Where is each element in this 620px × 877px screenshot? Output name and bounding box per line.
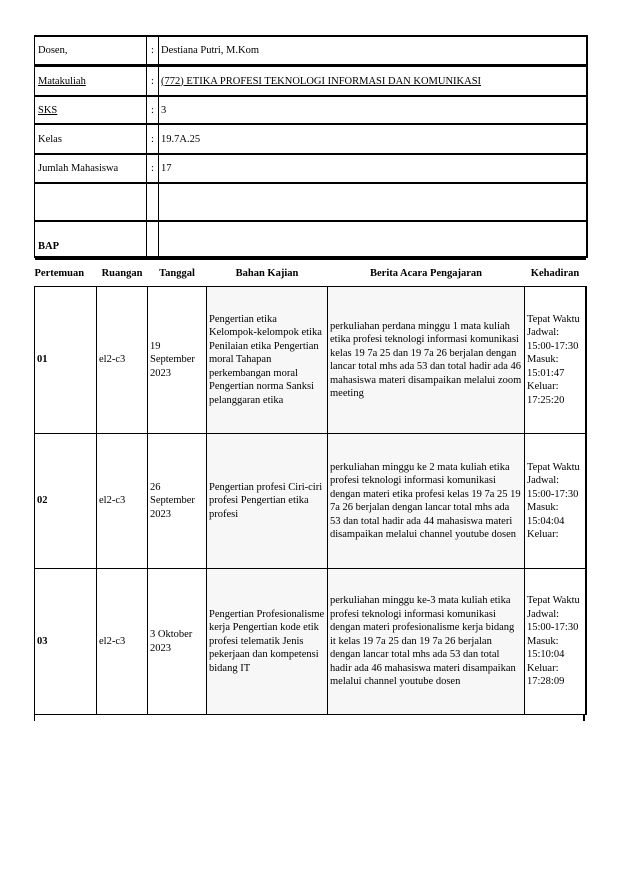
row-tanggal: 3 Oktober 2023: [148, 569, 207, 715]
row-berita-acara: perkuliahan minggu ke-3 mata kuliah etika profesi teknologi informasi komunikasi dengan materi profesionalisme kerja bidang it kelas 19 7a 25 dan 19 7a 26 berjalan dengan lancar total mhs ada 53 dan total hadir ada 46 mahasiswa materi disampaikan melalui channel youtube dosen: [328, 569, 525, 715]
bap-table: [34, 258, 587, 715]
dosen-colon: :: [146, 37, 159, 64]
row-berita-acara: perkuliahan perdana minggu 1 mata kuliah etika profesi teknologi informasi komunikasi kelas 19 7a 25 dan 19 7a 26 berjalan dengan lancar total mhs ada 53 dan total hadir ada 46 mahasiswa materi disampaikan melalui zoom meeting: [328, 287, 525, 434]
header-ruangan: Ruangan: [97, 259, 148, 287]
row-pertemuan: 03: [35, 569, 97, 715]
matakuliah-label: Matakuliah: [38, 75, 86, 87]
row-tanggal: 26 September 2023: [148, 434, 207, 569]
row-ruangan: el2-c3: [97, 569, 148, 715]
row-pertemuan: 02: [35, 434, 97, 569]
table-row: [35, 569, 586, 715]
blank-row: [35, 182, 586, 220]
bap-row: [35, 220, 586, 258]
row-ruangan: el2-c3: [97, 287, 148, 434]
matakuliah-colon: :: [146, 67, 159, 95]
header-pertemuan: Pertemuan: [35, 259, 97, 287]
row-kehadiran: Tepat Waktu Jadwal: 15:00-17:30 Masuk: 15:04:04 Keluar:: [525, 434, 586, 569]
document-page: [34, 35, 585, 721]
kelas-row: [35, 123, 586, 153]
header-kehadiran: Kehadiran: [525, 259, 586, 287]
row-kehadiran: Tepat Waktu Jadwal: 15:00-17:30 Masuk: 15:10:04 Keluar: 17:28:09: [525, 569, 586, 715]
dosen-value: Destiana Putri, M.Kom: [161, 45, 259, 56]
table-header-row: [35, 259, 586, 287]
row-pertemuan: 01: [35, 287, 97, 434]
header-berita-acara: Berita Acara Pengajaran: [328, 259, 525, 287]
sks-value: 3: [161, 104, 167, 116]
header-tanggal: Tanggal: [148, 259, 207, 287]
kelas-colon: :: [146, 125, 159, 153]
matakuliah-row: [35, 65, 586, 95]
sks-colon: :: [146, 97, 159, 123]
matakuliah-value: (772) ETIKA PROFESI TEKNOLOGI INFORMASI DAN KOMUNIKASI: [161, 75, 482, 87]
jumlah-colon: :: [146, 155, 159, 182]
table-row: [35, 434, 586, 569]
dosen-row: [35, 35, 586, 65]
kelas-value: 19.7A.25: [161, 133, 201, 145]
row-tanggal: 19 September 2023: [148, 287, 207, 434]
dosen-label: Dosen,: [38, 45, 68, 56]
jumlah-value: 17: [161, 163, 172, 174]
row-bahan-kajian: Pengertian etika Kelompok-kelompok etika Penilaian etika Pengertian moral Tahapan perkembangan moral Pengertian norma Sanksi pelanggaran etika: [207, 287, 328, 434]
sks-label: SKS: [38, 104, 58, 116]
row-kehadiran: Tepat Waktu Jadwal: 15:00-17:30 Masuk: 15:01:47 Keluar: 17:25:20: [525, 287, 586, 434]
header-bahan-kajian: Bahan Kajian: [207, 259, 328, 287]
table-row: [35, 287, 586, 434]
row-bahan-kajian: Pengertian Profesionalisme kerja Pengertian kode etik profesi telematik Jenis pekerjaan dan kompetensi bidang IT: [207, 569, 328, 715]
row-ruangan: el2-c3: [97, 434, 148, 569]
kelas-label: Kelas: [38, 133, 62, 145]
course-info-table: [34, 35, 588, 258]
sks-row: [35, 95, 586, 123]
row-bahan-kajian: Pengertian profesi Ciri-ciri profesi Pengertian etika profesi: [207, 434, 328, 569]
bap-label: BAP: [38, 241, 59, 252]
row-berita-acara: perkuliahan minggu ke 2 mata kuliah etika profesi teknologi informasi komunikasi dengan materi etika profesi kelas 19 7a 25 19 7a 26 berjalan dengan lancar total mhs ada 53 dan total hadir ada 44 mahasiswa materi disampaikan melalui channel youtube dosen: [328, 434, 525, 569]
jumlah-row: [35, 153, 586, 182]
table-continuation: [34, 715, 585, 721]
jumlah-label: Jumlah Mahasiswa: [38, 163, 119, 174]
